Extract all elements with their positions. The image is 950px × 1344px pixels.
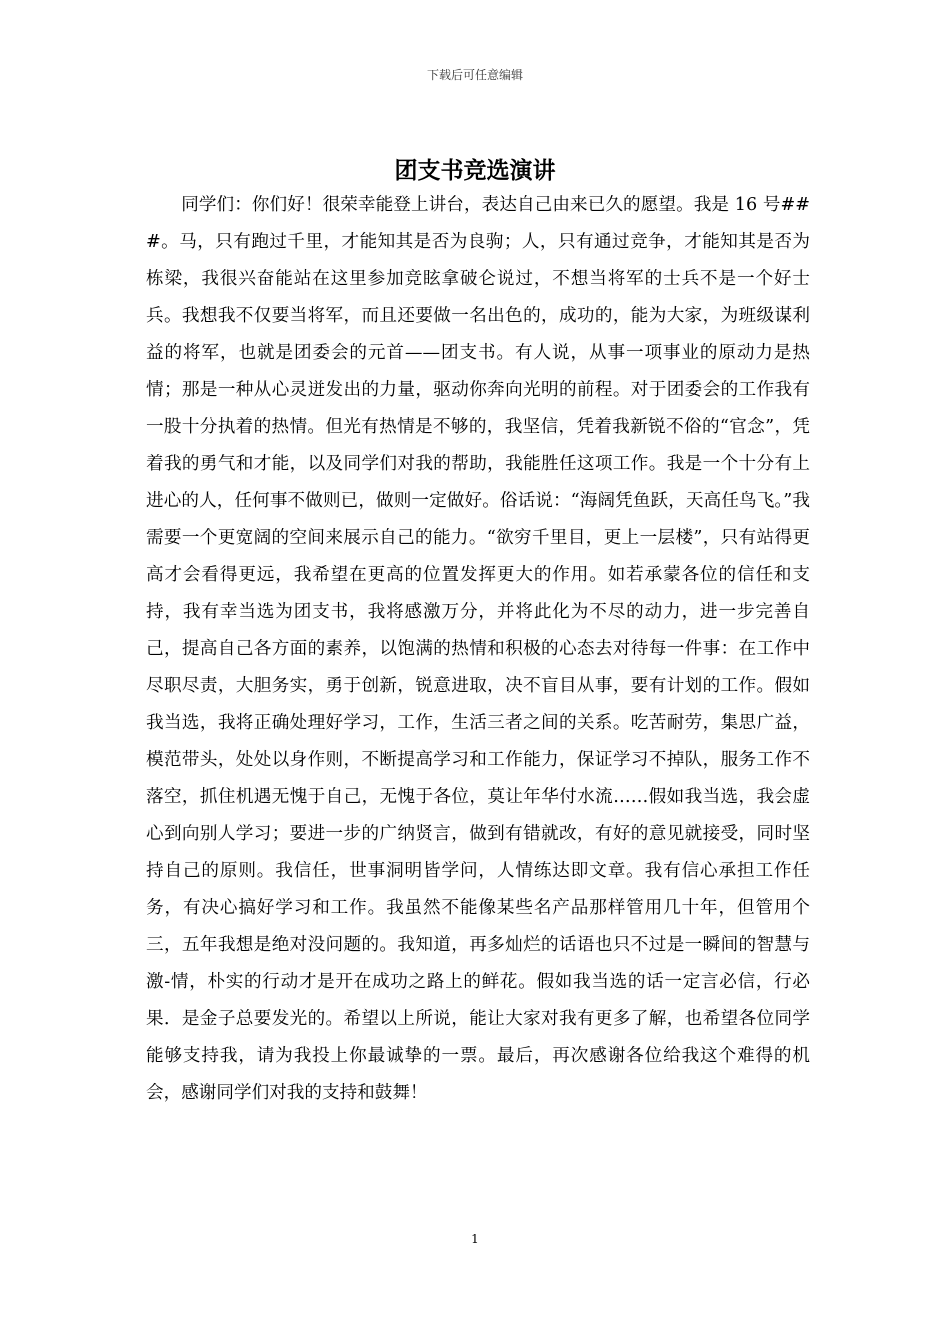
page-number: 1 <box>471 1232 479 1246</box>
document-title: 团支书竞选演讲 <box>394 158 556 184</box>
speech-body-paragraph: 同学们：你们好！很荣幸能登上讲台，表达自己由来已久的愿望。我是 16 号###。马，只有跑过千里，才能知其是否为良驹；人，只有通过竞争，才能知其是否为栋梁，我很兴奋能站在这里参加竞眩拿破仑说过，不想当将军的士兵不是一个好士兵。我想我不仅要当将军，而且还要做一名出色的，成功的，能为大家，为班级谋利益的将军，也就是团委会的元首——团支书。有人说，从事一项事业的原动力是热情；那是一种从心灵迸发出的力量，驱动你奔向光明的前程。对于团委会的工作我有一股十分执着的热情。但光有热情是不够的，我坚信，凭着我新锐不俗的“官念”，凭着我的勇气和才能，以及同学们对我的帮助，我能胜任这项工作。我是一个十分有上进心的人，任何事不做则已，做则一定做好。俗话说：“海阔凭鱼跃，天高任鸟飞。”我需要一个更宽阔的空间来展示自己的能力。“欲穷千里目，更上一层楼”，只有站得更高才会看得更远，我希望在更高的位置发挥更大的作用。如若承蒙各位的信任和支持，我有幸当选为团支书，我将感激万分，并将此化为不尽的动力，进一步完善自己，提高自己各方面的素养，以饱满的热情和积极的心态去对待每一件事：在工作中尽职尽责，大胆务实，勇于创新，锐意进取，决不盲目从事，要有计划的工作。假如我当选，我将正确处理好学习，工作，生活三者之间的关系。吃苦耐劳，集思广益，模范带头，处处以身作则，不断提高学习和工作能力，保证学习不掉队，服务工作不落空，抓住机遇无愧于自己，无愧于各位，莫让年华付水流……假如我当选，我会虚心到向别人学习；要进一步的广纳贤言，做到有错就改，有好的意见就接受，同时坚持自己的原则。我信任，世事洞明皆学问，人情练达即文章。我有信心承担工作任务，有决心搞好学习和工作。我虽然不能像某些名产品那样管用几十年，但管用个三，五年我想是绝对没问题的。我知道，再多灿烂的话语也只不过是一瞬间的智慧与激-情，朴实的行动才是开在成功之路上的鲜花。假如我当选的话一定言必信，行必果．是金子总要发光的。希望以上所说，能让大家对我有更多了解，也希望各位同学能够支持我，请为我投上你最诚挚的一票。最后，再次感谢各位给我这个难得的机会，感谢同学们对我的支持和鼓舞！ <box>146 195 810 1103</box>
page-header-note: 下载后可任意编辑 <box>426 68 523 82</box>
